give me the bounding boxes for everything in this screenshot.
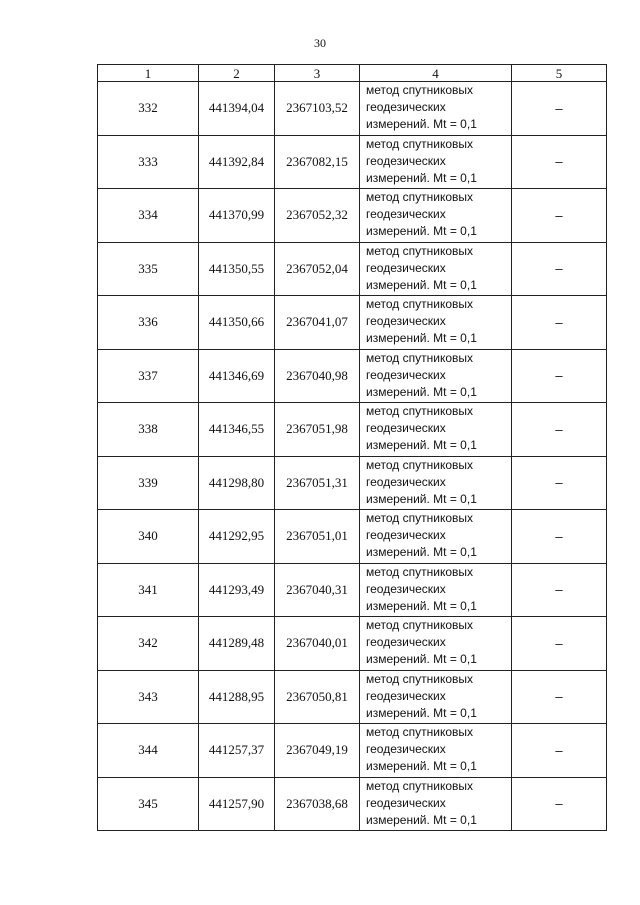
method-line-1: метод спутниковых — [366, 618, 474, 632]
method-line-3: измерений. Mt = 0,1 — [366, 598, 477, 613]
y-coordinate: 2367050,81 — [275, 670, 360, 724]
method-line-3: измерений. Mt = 0,1 — [366, 224, 477, 238]
x-coordinate: 441350,66 — [199, 296, 275, 350]
point-number: 343 — [98, 670, 199, 724]
method-line-1: метод спутниковых — [366, 671, 474, 686]
point-number: 336 — [98, 296, 199, 350]
table-row — [98, 296, 607, 350]
method-line-1: метод спутниковых — [366, 297, 474, 311]
table-row — [98, 456, 607, 510]
method-line-3: измерений. Mt = 0,1 — [366, 277, 477, 292]
empty-value-dash: – — [512, 242, 607, 296]
method-line-2: геодезических — [366, 581, 446, 596]
method-description — [360, 135, 512, 189]
x-coordinate: 441370,99 — [199, 189, 275, 243]
y-coordinate: 2367041,07 — [275, 296, 360, 350]
method-line-3: измерений. Mt = 0,1 — [366, 117, 477, 131]
point-number: 333 — [98, 135, 199, 189]
method-line-1: метод спутниковых — [366, 404, 474, 418]
method-line-1: метод спутниковых — [366, 83, 474, 97]
method-description — [360, 724, 512, 778]
method-description — [360, 563, 512, 617]
table-row — [98, 135, 607, 189]
method-line-3: измерений. Mt = 0,1 — [366, 331, 477, 345]
coordinates-table — [97, 64, 607, 831]
table-row — [98, 242, 607, 296]
header-cell-1: 1 — [98, 65, 199, 82]
method-line-2: геодезических — [366, 795, 446, 810]
method-line-2: геодезических — [366, 367, 446, 382]
point-number: 332 — [98, 82, 199, 136]
empty-value-dash: – — [512, 563, 607, 617]
y-coordinate: 2367051,01 — [275, 510, 360, 564]
table-row — [98, 563, 607, 617]
method-line-3: измерений. Mt = 0,1 — [366, 491, 477, 506]
method-description — [360, 777, 512, 831]
table-row — [98, 777, 607, 831]
y-coordinate: 2367040,98 — [275, 349, 360, 403]
point-number: 337 — [98, 349, 199, 403]
point-number: 342 — [98, 617, 199, 671]
method-description — [360, 349, 512, 403]
x-coordinate: 441298,80 — [199, 456, 275, 510]
method-description — [360, 296, 512, 350]
point-number: 338 — [98, 403, 199, 457]
point-number: 345 — [98, 777, 199, 831]
method-description — [360, 82, 512, 136]
y-coordinate: 2367103,52 — [275, 82, 360, 136]
method-line-2: геодезических — [366, 742, 446, 756]
empty-value-dash: – — [512, 189, 607, 243]
method-line-1: метод спутниковых — [366, 725, 474, 739]
empty-value-dash: – — [512, 617, 607, 671]
table-body — [98, 82, 607, 831]
empty-value-dash: – — [512, 135, 607, 189]
x-coordinate: 441392,84 — [199, 135, 275, 189]
x-coordinate: 441292,95 — [199, 510, 275, 564]
method-line-3: измерений. Mt = 0,1 — [366, 545, 477, 559]
empty-value-dash: – — [512, 724, 607, 778]
y-coordinate: 2367052,32 — [275, 189, 360, 243]
header-cell-3: 3 — [275, 65, 360, 82]
table-row — [98, 617, 607, 671]
x-coordinate: 441289,48 — [199, 617, 275, 671]
method-line-3: измерений. Mt = 0,1 — [366, 759, 477, 773]
x-coordinate: 441350,55 — [199, 242, 275, 296]
point-number: 344 — [98, 724, 199, 778]
method-line-2: геодезических — [366, 421, 446, 435]
point-number: 341 — [98, 563, 199, 617]
method-line-1: метод спутниковых — [366, 778, 474, 793]
method-line-2: геодезических — [366, 528, 446, 542]
method-line-2: геодезических — [366, 688, 446, 703]
method-description — [360, 510, 512, 564]
y-coordinate: 2367051,31 — [275, 456, 360, 510]
y-coordinate: 2367040,01 — [275, 617, 360, 671]
table-row — [98, 670, 607, 724]
empty-value-dash: – — [512, 296, 607, 350]
empty-value-dash: – — [512, 82, 607, 136]
y-coordinate: 2367051,98 — [275, 403, 360, 457]
y-coordinate: 2367038,68 — [275, 777, 360, 831]
table-row — [98, 349, 607, 403]
method-line-2: геодезических — [366, 635, 446, 649]
method-line-2: геодезических — [366, 207, 446, 221]
method-line-1: метод спутниковых — [366, 564, 474, 579]
method-description — [360, 617, 512, 671]
y-coordinate: 2367049,19 — [275, 724, 360, 778]
table-row — [98, 403, 607, 457]
method-description — [360, 189, 512, 243]
header-cell-5: 5 — [512, 65, 607, 82]
point-number: 340 — [98, 510, 199, 564]
method-line-1: метод спутниковых — [366, 190, 474, 204]
table-row — [98, 724, 607, 778]
x-coordinate: 441288,95 — [199, 670, 275, 724]
x-coordinate: 441293,49 — [199, 563, 275, 617]
point-number: 334 — [98, 189, 199, 243]
point-number: 335 — [98, 242, 199, 296]
x-coordinate: 441257,37 — [199, 724, 275, 778]
method-line-1: метод спутниковых — [366, 457, 474, 472]
y-coordinate: 2367052,04 — [275, 242, 360, 296]
method-line-3: измерений. Mt = 0,1 — [366, 652, 477, 666]
method-line-3: измерений. Mt = 0,1 — [366, 705, 477, 720]
method-description — [360, 670, 512, 724]
header-cell-2: 2 — [199, 65, 275, 82]
method-line-1: метод спутниковых — [366, 511, 474, 525]
method-line-3: измерений. Mt = 0,1 — [366, 170, 477, 185]
method-line-3: измерений. Mt = 0,1 — [366, 384, 477, 399]
method-description — [360, 456, 512, 510]
header-row — [98, 65, 607, 82]
empty-value-dash: – — [512, 456, 607, 510]
method-line-2: геодезических — [366, 474, 446, 489]
method-line-2: геодезических — [366, 260, 446, 275]
table-row — [98, 82, 607, 136]
x-coordinate: 441257,90 — [199, 777, 275, 831]
empty-value-dash: – — [512, 510, 607, 564]
x-coordinate: 441394,04 — [199, 82, 275, 136]
method-line-2: геодезических — [366, 153, 446, 168]
method-line-1: метод спутниковых — [366, 350, 474, 365]
method-line-1: метод спутниковых — [366, 243, 474, 258]
header-cell-4: 4 — [360, 65, 512, 82]
x-coordinate: 441346,69 — [199, 349, 275, 403]
method-description — [360, 403, 512, 457]
x-coordinate: 441346,55 — [199, 403, 275, 457]
method-line-1: метод спутниковых — [366, 136, 474, 151]
method-line-3: измерений. Mt = 0,1 — [366, 812, 477, 827]
table-row — [98, 510, 607, 564]
point-number: 339 — [98, 456, 199, 510]
method-line-2: геодезических — [366, 100, 446, 114]
method-line-3: измерений. Mt = 0,1 — [366, 438, 477, 452]
empty-value-dash: – — [512, 349, 607, 403]
table-row — [98, 189, 607, 243]
y-coordinate: 2367082,15 — [275, 135, 360, 189]
method-description — [360, 242, 512, 296]
y-coordinate: 2367040,31 — [275, 563, 360, 617]
empty-value-dash: – — [512, 403, 607, 457]
page-number: 30 — [314, 36, 326, 50]
empty-value-dash: – — [512, 670, 607, 724]
empty-value-dash: – — [512, 777, 607, 831]
method-line-2: геодезических — [366, 314, 446, 328]
